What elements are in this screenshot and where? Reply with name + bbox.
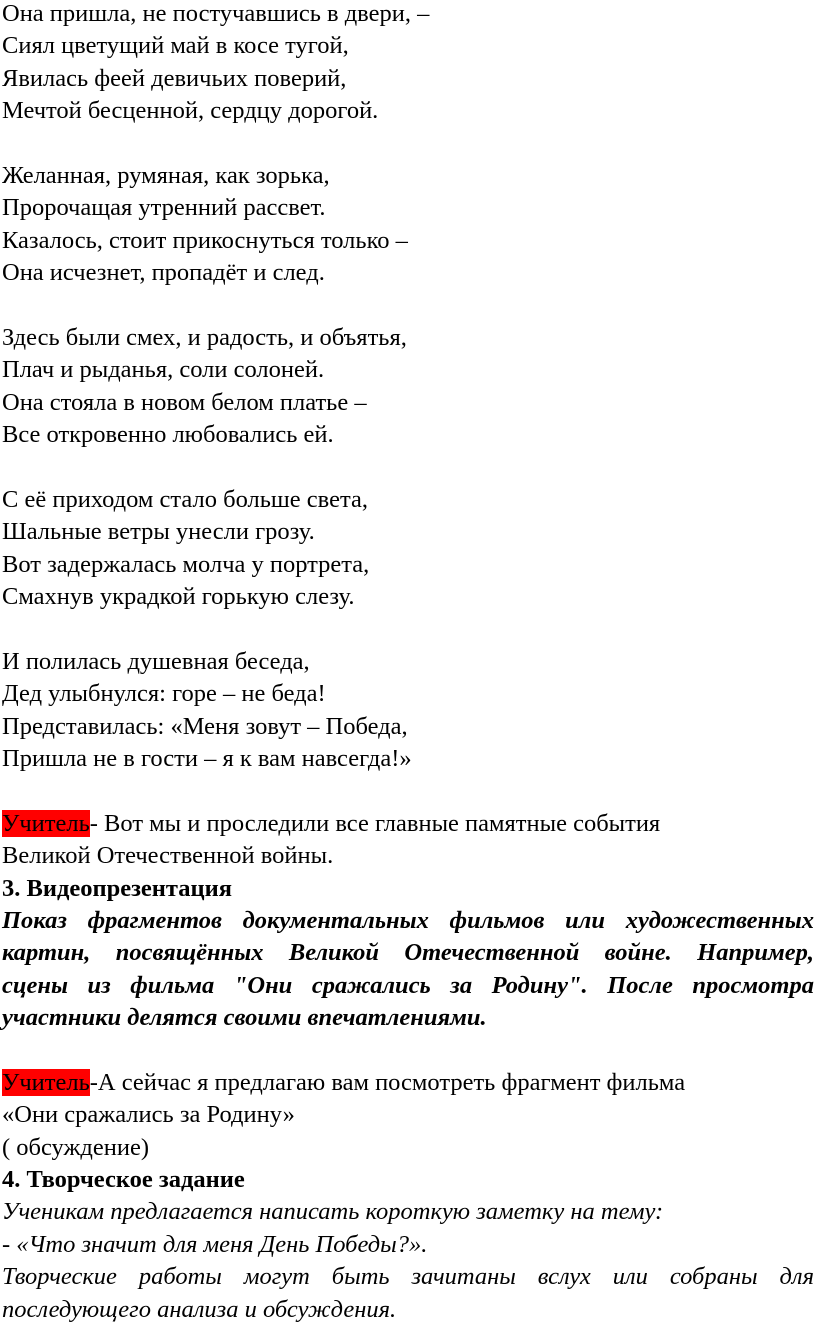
teacher-speaker-highlight: Учитель bbox=[2, 1068, 90, 1096]
poem-stanza-1 bbox=[2, 0, 816, 128]
section-4 bbox=[2, 1164, 816, 1326]
section-description bbox=[2, 905, 814, 1035]
poem-line: Плач и рыданья, соли солоней. bbox=[2, 356, 325, 384]
task-line: - «Что значит для меня День Победы?». bbox=[2, 1230, 428, 1258]
teacher-remark-line bbox=[2, 808, 816, 840]
poem-stanza-4 bbox=[2, 484, 816, 614]
section-note bbox=[2, 1261, 814, 1326]
section-3 bbox=[2, 873, 816, 1035]
note-line: Творческие работы могут быть зачитаны вслух или собраны для bbox=[2, 1263, 814, 1291]
teacher-remark-line: Великой Отечественной войны. bbox=[2, 842, 334, 870]
poem-line: Пришла не в гости – я к вам навсегда!» bbox=[2, 744, 412, 772]
description-line: картин, посвящённых Великой Отечественной войне. Например, bbox=[2, 939, 814, 967]
poem-line: Мечтой бесценной, сердцу дорогой. bbox=[2, 97, 379, 125]
teacher-remark-text: - Вот мы и проследили все главные памятные события bbox=[89, 809, 661, 837]
poem-line: Смахнув украдкой горькую слезу. bbox=[2, 583, 355, 611]
poem-stanza-5 bbox=[2, 646, 816, 776]
poem-line: Она исчезнет, пропадёт и след. bbox=[2, 259, 325, 287]
poem-stanza-3 bbox=[2, 322, 816, 452]
poem-line: Вот задержалась молча у портрета, bbox=[2, 550, 370, 578]
section-heading: 3. Видеопрезентация bbox=[2, 874, 232, 902]
poem-line: Здесь были смех, и радость, и объятья, bbox=[2, 323, 407, 351]
teacher-remark-text: -А сейчас я предлагаю вам посмотреть фрагмент фильма bbox=[89, 1068, 686, 1096]
poem-line: Шальные ветры унесли грозу. bbox=[2, 518, 315, 546]
teacher-remark-line: «Они сражались за Родину» bbox=[2, 1101, 295, 1129]
description-line: Показ фрагментов документальных фильмов или художественных bbox=[2, 906, 814, 934]
poem-line: Желанная, румяная, как зорька, bbox=[2, 161, 330, 189]
blank-line bbox=[2, 1035, 816, 1067]
poem-line: Она пришла, не постучавшись в двери, – bbox=[2, 0, 430, 27]
task-line: Ученикам предлагается написать короткую заметку на тему: bbox=[2, 1198, 664, 1226]
poem-line: С её приходом стало больше света, bbox=[2, 485, 368, 513]
teacher-remark-line bbox=[2, 1067, 816, 1099]
poem-line: Пророчащая утренний рассвет. bbox=[2, 194, 326, 222]
poem-line: И полилась душевная беседа, bbox=[2, 647, 310, 675]
poem-stanza-2 bbox=[2, 160, 816, 290]
poem-line: Казалось, стоит прикоснуться только – bbox=[2, 226, 408, 254]
poem-line: Дед улыбнулся: горе – не беда! bbox=[2, 680, 326, 708]
teacher-remark-1 bbox=[2, 808, 816, 873]
poem-line: Представилась: «Меня зовут – Победа, bbox=[2, 712, 408, 740]
description-line: участники делятся своими впечатлениями. bbox=[2, 1004, 487, 1032]
poem-line: Все откровенно любовались ей. bbox=[2, 421, 334, 449]
teacher-remark-line: ( обсуждение) bbox=[2, 1133, 149, 1161]
poem-line: Сиял цветущий май в косе тугой, bbox=[2, 32, 349, 60]
section-heading: 4. Творческое задание bbox=[2, 1166, 245, 1194]
teacher-speaker-highlight: Учитель bbox=[2, 809, 90, 837]
poem-line: Она стояла в новом белом платье – bbox=[2, 388, 367, 416]
description-line: сцены из фильма "Они сражались за Родину". После просмотра bbox=[2, 971, 814, 999]
note-line: последующего анализа и обсуждения. bbox=[2, 1295, 397, 1323]
teacher-remark-2 bbox=[2, 1067, 816, 1164]
poem-line: Явилась феей девичьих поверий, bbox=[2, 64, 347, 92]
